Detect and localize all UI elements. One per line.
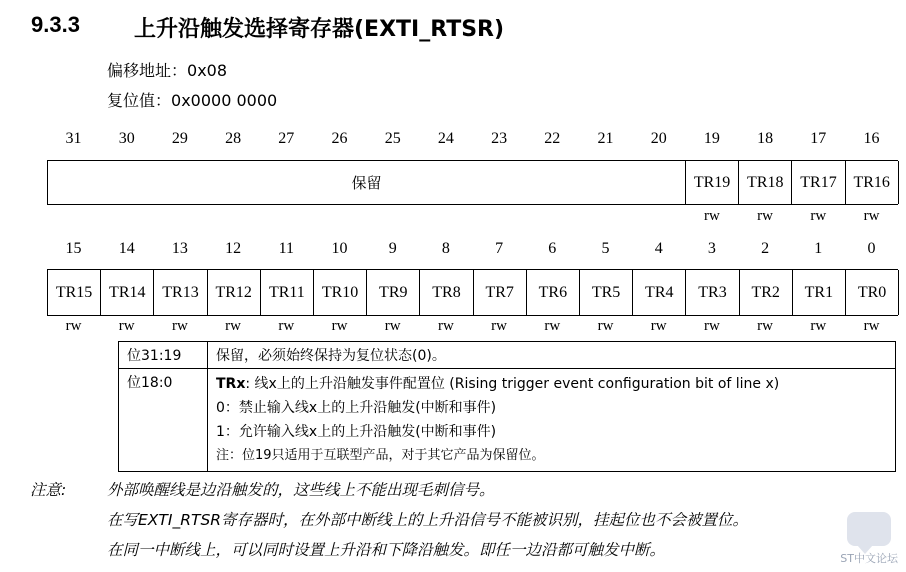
- access-type: rw: [650, 318, 667, 334]
- bit-number: 13: [171, 240, 188, 257]
- bit-number: 11: [278, 240, 294, 257]
- bits-cell: 位18:0: [119, 369, 208, 472]
- access-type: rw: [703, 208, 720, 224]
- option-0: 0：禁止输入线x上的上升沿触发(中断和事件): [216, 400, 497, 416]
- bit-field: TR4: [633, 270, 686, 315]
- bit-number: 23: [491, 130, 508, 147]
- bit-number: 8: [441, 240, 450, 257]
- reset-value: [107, 88, 277, 111]
- access-type: rw: [810, 318, 827, 334]
- bit-number: 4: [654, 240, 663, 257]
- note-line-3: 在同一中断线上，可以同时设置上升沿和下降沿触发。即任一边沿都可触发中断。: [107, 541, 666, 559]
- offset-value: 0x08: [187, 61, 228, 80]
- chat-bubble-icon: [847, 512, 891, 546]
- bit-number: 27: [278, 130, 295, 147]
- bit-number: 16: [863, 130, 880, 147]
- access-type: rw: [278, 318, 295, 334]
- bit-number: 24: [437, 130, 454, 147]
- access-type: rw: [437, 318, 454, 334]
- reserved-field: [48, 161, 686, 204]
- bit-number: 29: [171, 130, 188, 147]
- access-type: rw: [597, 318, 614, 334]
- table-row: [119, 342, 896, 369]
- bit-number: 7: [495, 240, 504, 257]
- reserved-label: 保留: [351, 174, 382, 192]
- bit-field: TR9: [367, 270, 420, 315]
- bit-field: TR18: [739, 161, 792, 204]
- access-type: rw: [331, 318, 348, 334]
- access-type: rw: [810, 208, 827, 224]
- bit-field: TR8: [420, 270, 473, 315]
- access-type: rw: [863, 318, 880, 334]
- option-1: 1：允许输入线x上的上升沿触发(中断和事件): [216, 424, 497, 440]
- access-type: rw: [225, 318, 241, 334]
- bit-number: 14: [118, 240, 135, 257]
- bit-field: TR17: [792, 161, 845, 204]
- forum-watermark: [840, 512, 898, 566]
- access-type: rw: [703, 318, 720, 334]
- offset-label: 偏移地址：: [107, 61, 188, 80]
- offset-address: [107, 58, 227, 81]
- bit-number: 2: [761, 240, 770, 257]
- bit-number: 10: [331, 240, 348, 257]
- access-type: rw: [384, 318, 401, 334]
- field-name: TRx: [216, 376, 246, 392]
- bit-number: 30: [118, 130, 135, 147]
- bit-field: TR13: [154, 270, 207, 315]
- bit-field: TR6: [527, 270, 580, 315]
- bit-number: 0: [867, 240, 876, 257]
- section-title: 上升沿触发选择寄存器(EXTI_RTSR): [134, 17, 505, 42]
- upper-register-row: [47, 160, 898, 205]
- bit-number: 19: [703, 130, 720, 147]
- access-type: rw: [863, 208, 880, 224]
- note-line-1: 外部唤醒线是边沿触发的，这些线上不能出现毛刺信号。: [107, 481, 495, 499]
- bit-number: 15: [65, 240, 82, 257]
- bit-field: TR10: [314, 270, 367, 315]
- bit-number: 3: [707, 240, 716, 257]
- bit-description-table: [118, 341, 896, 472]
- description-cell: 保留，必须始终保持为复位状态(0)。: [208, 342, 896, 369]
- watermark-text: ST中文论坛: [840, 552, 898, 565]
- bit-number: 5: [601, 240, 610, 257]
- bits-cell: 位31:19: [119, 342, 208, 369]
- bit-field: TR19: [686, 161, 739, 204]
- notes-label: 注意:: [30, 481, 67, 499]
- access-type: rw: [757, 208, 773, 224]
- bit-number: 17: [810, 130, 827, 147]
- bit-field: TR16: [846, 161, 899, 204]
- bit-field: TR14: [101, 270, 154, 315]
- lower-register-row: [47, 269, 898, 316]
- access-type: rw: [65, 318, 82, 334]
- bit-number: 25: [384, 130, 401, 147]
- bit-number: 9: [388, 240, 397, 257]
- bit-field: TR3: [686, 270, 739, 315]
- bit-number: 18: [757, 130, 774, 147]
- reset-value-text: 0x0000 0000: [171, 91, 278, 110]
- reset-label: 复位值：: [107, 91, 172, 110]
- bit-number: 28: [225, 130, 242, 147]
- bit-number: 1: [814, 240, 823, 257]
- bit-field: TR0: [846, 270, 899, 315]
- bit-field: TR2: [740, 270, 793, 315]
- bit-number: 26: [331, 130, 348, 147]
- field-summary-text: : 线x上的上升沿触发事件配置位 (Rising trigger event configuration bit of line x): [245, 376, 780, 392]
- access-type: rw: [491, 318, 507, 334]
- bit-number: 21: [597, 130, 614, 147]
- bit-field: TR5: [580, 270, 633, 315]
- bit-number: 6: [548, 240, 557, 257]
- bit-field: TR7: [474, 270, 527, 315]
- note-line-2: 在写EXTI_RTSR寄存器时，在外部中断线上的上升沿信号不能被识别，挂起位也不会被置位。: [107, 511, 749, 529]
- access-type: rw: [118, 318, 135, 334]
- bit-number: 22: [544, 130, 561, 147]
- bit-number: 20: [650, 130, 667, 147]
- section-number: 9.3.3: [31, 12, 80, 37]
- access-type: rw: [544, 318, 561, 334]
- access-type: rw: [171, 318, 188, 334]
- bit-field: TR15: [48, 270, 101, 315]
- bit-number: 12: [225, 240, 242, 257]
- bit-field: TR1: [793, 270, 846, 315]
- description-cell: [208, 369, 896, 472]
- access-type: rw: [757, 318, 773, 334]
- bit-field: TR12: [208, 270, 261, 315]
- bit-field: TR11: [261, 270, 314, 315]
- bit-number: 31: [65, 130, 82, 147]
- table-row: [119, 369, 896, 472]
- field-summary: [216, 372, 887, 396]
- field-footnote: 注：位19只适用于互联型产品，对于其它产品为保留位。: [216, 448, 545, 463]
